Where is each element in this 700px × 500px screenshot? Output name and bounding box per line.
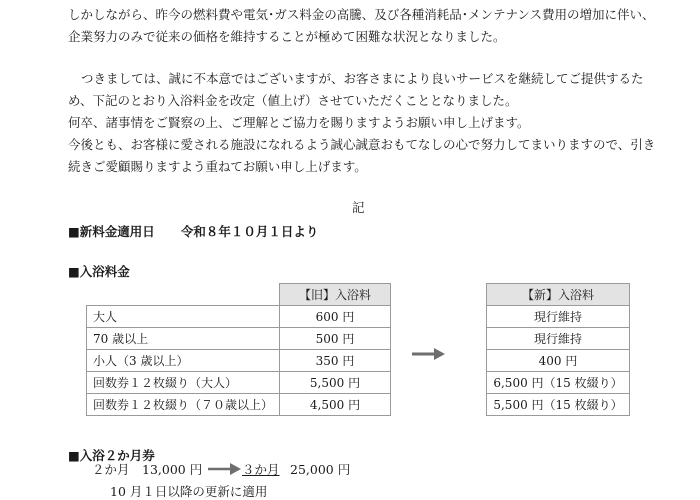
fee-label-ticket-senior: 回数券１２枚綴り（７０歳以上）: [87, 394, 280, 416]
right-arrow-icon: [412, 346, 446, 362]
table-row: [87, 350, 391, 372]
table-row: [487, 350, 630, 372]
pass-note: 10 月１日以降の更新に適用: [110, 484, 268, 499]
table-row: [487, 306, 630, 328]
old-fee-table: [86, 283, 391, 416]
effective-date-heading: [68, 222, 318, 240]
pass-new-period: ３か月: [242, 462, 280, 477]
intro-line-1: しかしながら、昨今の燃料費や電気･ガス料金の高騰、及び各種消耗品･メンテナンス費用の増加に伴い、: [68, 7, 655, 22]
table-row: [487, 328, 630, 350]
effective-date-label: ■新料金適用日: [68, 224, 155, 239]
fee-label-senior: 70 歳以上: [87, 328, 280, 350]
notice-line-1: つきましては、誠に不本意ではございますが、お客さまにより良いサービスを継続してご提供するた: [81, 71, 644, 86]
pass-old-price: 13,000 円: [142, 462, 203, 477]
pass-heading: ■入浴２か月券: [68, 448, 155, 463]
old-fee-ticket-adult: 5,500 円: [280, 372, 391, 394]
fee-label-adult: 大人: [87, 306, 280, 328]
old-fee-header: 【旧】入浴料: [280, 284, 391, 306]
notice-line-2: め、下記のとおり入浴料金を改定（値上げ）させていただくこととなりました。: [68, 93, 518, 108]
table-row: [87, 372, 391, 394]
fees-heading: ■入浴料金: [68, 264, 130, 279]
notice-paragraph: [68, 68, 655, 178]
old-fee-senior: 500 円: [280, 328, 391, 350]
old-fee-corner-cell: [87, 284, 280, 306]
table-row: [87, 328, 391, 350]
effective-date-value: 令和８年１０月１日より: [180, 224, 319, 239]
new-fee-adult: 現行維持: [487, 306, 630, 328]
notice-line-4: 今後とも、お客様に愛される施設になれるよう誠心誠意おもてなしの心で努力してまいりますので、引き: [68, 137, 656, 152]
table-row: [87, 306, 391, 328]
fee-label-ticket-adult: 回数券１２枚綴り（大人）: [87, 372, 280, 394]
new-fee-senior: 現行維持: [487, 328, 630, 350]
table-row: [87, 394, 391, 416]
pass-arrow-icon: [208, 462, 242, 476]
table-row: [487, 394, 630, 416]
new-fee-ticket-senior: 5,500 円（15 枚綴り）: [487, 394, 630, 416]
old-fee-ticket-senior: 4,500 円: [280, 394, 391, 416]
notice-line-3: 何卒、諸事情をご賢察の上、ご理解とご協力を賜りますようお願い申し上げます。: [68, 115, 530, 130]
notice-line-5: 続きご愛顧賜りますよう重ねてお願い申し上げます。: [68, 159, 367, 174]
old-fee-adult: 600 円: [280, 306, 391, 328]
pass-new-price: 25,000 円: [290, 462, 351, 477]
fee-label-child: 小人（3 歳以上）: [87, 350, 280, 372]
new-fee-header: 【新】入浴料: [487, 284, 630, 306]
intro-paragraph: [68, 4, 655, 48]
new-fee-table: [486, 283, 630, 416]
table-row: [487, 372, 630, 394]
intro-line-2: 企業努力のみで従来の価格を維持することが極めて困難な状況となりました。: [68, 29, 506, 44]
pass-old-period: ２か月: [92, 462, 130, 477]
old-fee-child: 350 円: [280, 350, 391, 372]
new-fee-ticket-adult: 6,500 円（15 枚綴り）: [487, 372, 630, 394]
new-fee-child: 400 円: [487, 350, 630, 372]
ki-heading: 記: [352, 200, 365, 215]
